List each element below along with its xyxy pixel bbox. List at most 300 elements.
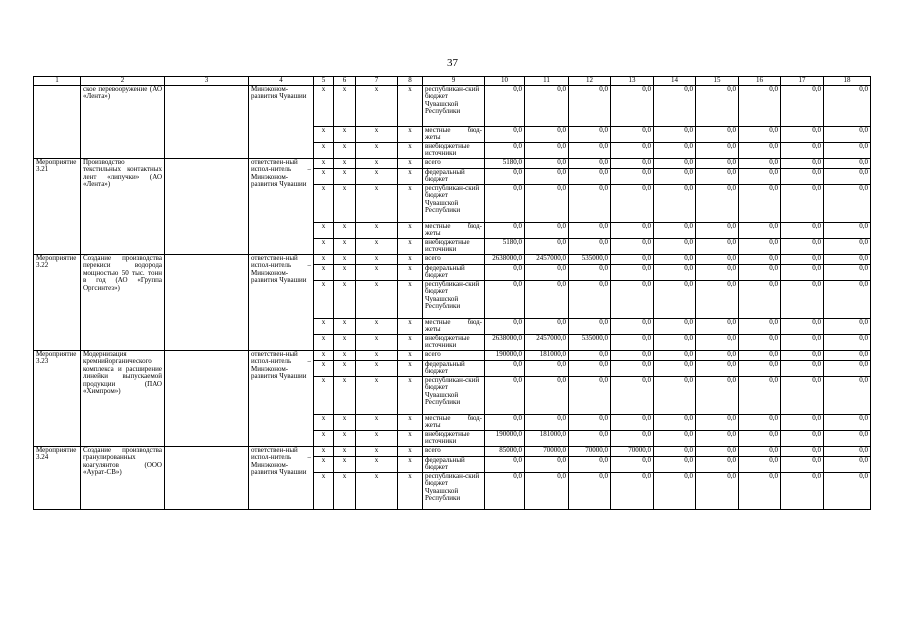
amount-cell: 0,0: [739, 360, 781, 376]
amount-cell: 0,0: [525, 318, 569, 334]
x-mark: х: [334, 280, 356, 318]
x-mark: х: [398, 376, 423, 414]
amount-cell: 0,0: [569, 222, 611, 238]
event-label: Мероприятие 3.21: [34, 158, 81, 254]
x-mark: х: [314, 158, 334, 168]
event-name: ское перевооружение (АО «Лента»): [81, 85, 165, 158]
amount-cell: 0,0: [696, 360, 739, 376]
amount-cell: 0,0: [611, 158, 654, 168]
responsible-executor: Минэконом-развития Чувашии: [249, 85, 314, 158]
amount-cell: 0,0: [654, 184, 696, 222]
header-cell: 7: [356, 77, 398, 86]
amount-cell: 0,0: [781, 254, 824, 264]
amount-cell: 0,0: [611, 360, 654, 376]
x-mark: х: [356, 184, 398, 222]
amount-cell: 0,0: [485, 184, 525, 222]
x-mark: х: [334, 158, 356, 168]
amount-cell: 0,0: [739, 168, 781, 184]
amount-cell: 2457000,0: [525, 334, 569, 350]
amount-cell: 0,0: [781, 168, 824, 184]
x-mark: х: [334, 456, 356, 472]
amount-cell: 0,0: [696, 85, 739, 126]
x-mark: х: [398, 318, 423, 334]
x-mark: х: [356, 446, 398, 456]
amount-cell: 0,0: [611, 280, 654, 318]
header-cell: 6: [334, 77, 356, 86]
amount-cell: 0,0: [739, 318, 781, 334]
funding-source: внебюджетные источники: [423, 238, 485, 254]
amount-cell: 2638000,0: [485, 334, 525, 350]
amount-cell: 0,0: [611, 376, 654, 414]
amount-cell: 0,0: [569, 168, 611, 184]
amount-cell: 0,0: [525, 264, 569, 280]
funding-source: местные бюд-жеты: [423, 222, 485, 238]
amount-cell: 0,0: [611, 142, 654, 158]
funding-source: федеральный бюджет: [423, 264, 485, 280]
amount-cell: 0,0: [654, 446, 696, 456]
header-cell: 14: [654, 77, 696, 86]
funding-source: внебюджетные источники: [423, 142, 485, 158]
x-mark: х: [356, 222, 398, 238]
event-name: Производство текстильных контактных лент «липучки» (АО «Лента»): [81, 158, 165, 254]
x-mark: х: [314, 280, 334, 318]
amount-cell: 190000,0: [485, 350, 525, 360]
amount-cell: 0,0: [611, 350, 654, 360]
amount-cell: 0,0: [824, 126, 871, 142]
empty-cell: [165, 158, 249, 254]
amount-cell: 0,0: [824, 158, 871, 168]
amount-cell: 0,0: [739, 264, 781, 280]
header-cell: 2: [81, 77, 165, 86]
amount-cell: 70000,0: [611, 446, 654, 456]
amount-cell: 0,0: [696, 414, 739, 430]
amount-cell: 0,0: [569, 350, 611, 360]
amount-cell: 0,0: [611, 238, 654, 254]
amount-cell: 0,0: [654, 430, 696, 446]
amount-cell: 0,0: [696, 264, 739, 280]
x-mark: х: [334, 334, 356, 350]
x-mark: х: [314, 430, 334, 446]
empty-cell: [165, 446, 249, 509]
x-mark: х: [398, 446, 423, 456]
amount-cell: 5180,0: [485, 158, 525, 168]
amount-cell: 2457000,0: [525, 254, 569, 264]
x-mark: х: [398, 456, 423, 472]
amount-cell: 0,0: [739, 222, 781, 238]
amount-cell: 0,0: [654, 142, 696, 158]
amount-cell: 0,0: [824, 360, 871, 376]
amount-cell: 0,0: [654, 280, 696, 318]
x-mark: х: [356, 360, 398, 376]
x-mark: х: [334, 254, 356, 264]
amount-cell: 0,0: [696, 446, 739, 456]
x-mark: х: [398, 222, 423, 238]
funding-source: республикан-ский бюджет Чувашской Республики: [423, 376, 485, 414]
x-mark: х: [398, 414, 423, 430]
amount-cell: 0,0: [781, 85, 824, 126]
x-mark: х: [356, 238, 398, 254]
amount-cell: 0,0: [569, 472, 611, 509]
responsible-executor: ответствен-ный испол-нитель – Минэконом-развития Чувашии: [249, 254, 314, 350]
amount-cell: 0,0: [824, 184, 871, 222]
amount-cell: 0,0: [696, 350, 739, 360]
x-mark: х: [398, 280, 423, 318]
x-mark: х: [314, 318, 334, 334]
x-mark: х: [356, 318, 398, 334]
amount-cell: 0,0: [525, 238, 569, 254]
amount-cell: 0,0: [781, 430, 824, 446]
x-mark: х: [356, 376, 398, 414]
responsible-executor: ответствен-ный испол-нитель – Минэконом-развития Чувашии: [249, 446, 314, 509]
amount-cell: 0,0: [525, 85, 569, 126]
amount-cell: 0,0: [569, 184, 611, 222]
amount-cell: 0,0: [485, 472, 525, 509]
amount-cell: 0,0: [485, 456, 525, 472]
x-mark: х: [314, 184, 334, 222]
amount-cell: 0,0: [611, 414, 654, 430]
x-mark: х: [314, 238, 334, 254]
amount-cell: 0,0: [654, 85, 696, 126]
header-cell: 8: [398, 77, 423, 86]
amount-cell: 0,0: [824, 456, 871, 472]
amount-cell: 0,0: [781, 126, 824, 142]
amount-cell: 0,0: [654, 350, 696, 360]
amount-cell: 0,0: [654, 264, 696, 280]
amount-cell: 0,0: [739, 414, 781, 430]
amount-cell: 5180,0: [485, 238, 525, 254]
x-mark: х: [398, 430, 423, 446]
amount-cell: 85000,0: [485, 446, 525, 456]
responsible-executor: ответствен-ный испол-нитель – Минэконом-развития Чувашии: [249, 350, 314, 446]
amount-cell: 0,0: [781, 376, 824, 414]
amount-cell: 0,0: [654, 254, 696, 264]
amount-cell: 0,0: [485, 280, 525, 318]
event-name: Создание производства гранулированных коагулянтов (ООО «Аурат-СВ»): [81, 446, 165, 509]
amount-cell: 0,0: [569, 264, 611, 280]
amount-cell: 0,0: [654, 126, 696, 142]
amount-cell: 0,0: [824, 334, 871, 350]
amount-cell: 0,0: [654, 472, 696, 509]
x-mark: х: [398, 350, 423, 360]
amount-cell: 0,0: [739, 376, 781, 414]
amount-cell: 0,0: [611, 254, 654, 264]
amount-cell: 0,0: [654, 168, 696, 184]
amount-cell: 0,0: [654, 158, 696, 168]
amount-cell: 0,0: [654, 222, 696, 238]
amount-cell: 0,0: [739, 446, 781, 456]
header-cell: 4: [249, 77, 314, 86]
x-mark: х: [356, 126, 398, 142]
amount-cell: 0,0: [781, 456, 824, 472]
x-mark: х: [334, 142, 356, 158]
x-mark: х: [398, 334, 423, 350]
funding-source: федеральный бюджет: [423, 456, 485, 472]
header-cell: 11: [525, 77, 569, 86]
x-mark: х: [314, 414, 334, 430]
amount-cell: 0,0: [739, 142, 781, 158]
amount-cell: 0,0: [611, 184, 654, 222]
amount-cell: 0,0: [696, 456, 739, 472]
funding-source: всего: [423, 254, 485, 264]
header-cell: 16: [739, 77, 781, 86]
amount-cell: 0,0: [739, 472, 781, 509]
x-mark: х: [314, 85, 334, 126]
x-mark: х: [334, 430, 356, 446]
amount-cell: 0,0: [824, 414, 871, 430]
amount-cell: 0,0: [525, 360, 569, 376]
amount-cell: 0,0: [611, 126, 654, 142]
funding-source: местные бюд-жеты: [423, 126, 485, 142]
x-mark: х: [356, 264, 398, 280]
amount-cell: 0,0: [696, 334, 739, 350]
amount-cell: 0,0: [696, 280, 739, 318]
x-mark: х: [334, 85, 356, 126]
amount-cell: 0,0: [525, 456, 569, 472]
amount-cell: 0,0: [525, 414, 569, 430]
header-row: [34, 77, 871, 86]
amount-cell: 0,0: [525, 376, 569, 414]
amount-cell: 0,0: [781, 264, 824, 280]
amount-cell: 0,0: [525, 126, 569, 142]
amount-cell: 0,0: [781, 414, 824, 430]
amount-cell: 0,0: [696, 238, 739, 254]
table-row: [34, 254, 871, 264]
amount-cell: 0,0: [781, 446, 824, 456]
header-cell: 13: [611, 77, 654, 86]
amount-cell: 0,0: [824, 446, 871, 456]
table-body: [34, 85, 871, 509]
amount-cell: 0,0: [781, 318, 824, 334]
x-mark: х: [334, 318, 356, 334]
funding-source: всего: [423, 446, 485, 456]
amount-cell: 0,0: [696, 430, 739, 446]
page-number: 37: [447, 57, 458, 69]
x-mark: х: [314, 472, 334, 509]
amount-cell: 0,0: [654, 238, 696, 254]
header-cell: 18: [824, 77, 871, 86]
amount-cell: 0,0: [824, 376, 871, 414]
amount-cell: 0,0: [654, 318, 696, 334]
x-mark: х: [356, 472, 398, 509]
amount-cell: 0,0: [485, 222, 525, 238]
funding-source: республикан-ский бюджет Чувашской Республики: [423, 184, 485, 222]
x-mark: х: [356, 456, 398, 472]
amount-cell: 535000,0: [569, 334, 611, 350]
x-mark: х: [334, 446, 356, 456]
amount-cell: 0,0: [781, 184, 824, 222]
amount-cell: 0,0: [739, 254, 781, 264]
amount-cell: 0,0: [739, 85, 781, 126]
amount-cell: 0,0: [781, 360, 824, 376]
amount-cell: 181000,0: [525, 350, 569, 360]
amount-cell: 0,0: [611, 264, 654, 280]
budget-table: [33, 76, 871, 510]
funding-source: всего: [423, 158, 485, 168]
x-mark: х: [334, 472, 356, 509]
amount-cell: 0,0: [824, 238, 871, 254]
amount-cell: 0,0: [824, 350, 871, 360]
amount-cell: 0,0: [824, 264, 871, 280]
x-mark: х: [314, 264, 334, 280]
x-mark: х: [398, 142, 423, 158]
x-mark: х: [398, 472, 423, 509]
amount-cell: 0,0: [781, 334, 824, 350]
amount-cell: 0,0: [654, 376, 696, 414]
amount-cell: 0,0: [824, 85, 871, 126]
amount-cell: 0,0: [696, 184, 739, 222]
x-mark: х: [398, 158, 423, 168]
header-cell: 3: [165, 77, 249, 86]
x-mark: х: [314, 222, 334, 238]
x-mark: х: [334, 376, 356, 414]
x-mark: х: [334, 184, 356, 222]
x-mark: х: [398, 360, 423, 376]
amount-cell: 0,0: [611, 472, 654, 509]
amount-cell: 0,0: [654, 414, 696, 430]
event-name: Создание производства перекиси водорода мощностью 50 тыс. тонн в год (АО «Группа Оргсинтез»): [81, 254, 165, 350]
table-row: [34, 158, 871, 168]
table-header: [34, 77, 871, 86]
x-mark: х: [334, 414, 356, 430]
x-mark: х: [334, 360, 356, 376]
header-cell: 1: [34, 77, 81, 86]
amount-cell: 0,0: [696, 158, 739, 168]
amount-cell: 0,0: [525, 472, 569, 509]
funding-source: местные бюд-жеты: [423, 414, 485, 430]
amount-cell: 0,0: [739, 184, 781, 222]
amount-cell: 0,0: [569, 280, 611, 318]
amount-cell: 0,0: [569, 456, 611, 472]
table-row: [34, 446, 871, 456]
x-mark: х: [314, 376, 334, 414]
amount-cell: 0,0: [485, 142, 525, 158]
amount-cell: 0,0: [569, 360, 611, 376]
amount-cell: 0,0: [824, 280, 871, 318]
table-row: [34, 85, 871, 126]
amount-cell: 190000,0: [485, 430, 525, 446]
amount-cell: 0,0: [525, 184, 569, 222]
x-mark: х: [356, 280, 398, 318]
amount-cell: 2638000,0: [485, 254, 525, 264]
event-label: Мероприятие 3.22: [34, 254, 81, 350]
header-cell: 17: [781, 77, 824, 86]
amount-cell: 0,0: [781, 280, 824, 318]
amount-cell: 0,0: [485, 264, 525, 280]
amount-cell: 0,0: [485, 414, 525, 430]
amount-cell: 0,0: [654, 334, 696, 350]
amount-cell: 0,0: [525, 142, 569, 158]
amount-cell: 0,0: [781, 158, 824, 168]
x-mark: х: [398, 126, 423, 142]
amount-cell: 0,0: [611, 430, 654, 446]
amount-cell: 0,0: [569, 158, 611, 168]
amount-cell: 0,0: [824, 168, 871, 184]
amount-cell: 0,0: [485, 360, 525, 376]
amount-cell: 0,0: [485, 318, 525, 334]
funding-source: всего: [423, 350, 485, 360]
x-mark: х: [356, 168, 398, 184]
funding-source: республикан-ский бюджет Чувашской Республики: [423, 280, 485, 318]
funding-source: внебюджетные источники: [423, 430, 485, 446]
funding-source: местные бюд-жеты: [423, 318, 485, 334]
x-mark: х: [334, 168, 356, 184]
event-label: Мероприятие 3.23: [34, 350, 81, 446]
amount-cell: 70000,0: [525, 446, 569, 456]
event-label: Мероприятие 3.24: [34, 446, 81, 509]
amount-cell: 0,0: [569, 376, 611, 414]
x-mark: х: [314, 360, 334, 376]
table-row: [34, 350, 871, 360]
amount-cell: 0,0: [739, 334, 781, 350]
x-mark: х: [334, 238, 356, 254]
x-mark: х: [314, 446, 334, 456]
funding-source: внебюджетные источники: [423, 334, 485, 350]
amount-cell: 0,0: [654, 360, 696, 376]
amount-cell: 0,0: [696, 222, 739, 238]
x-mark: х: [334, 126, 356, 142]
amount-cell: 0,0: [611, 318, 654, 334]
amount-cell: 0,0: [739, 158, 781, 168]
amount-cell: 0,0: [824, 472, 871, 509]
amount-cell: 0,0: [824, 254, 871, 264]
funding-source: федеральный бюджет: [423, 168, 485, 184]
x-mark: х: [314, 142, 334, 158]
header-cell: 9: [423, 77, 485, 86]
amount-cell: 0,0: [525, 222, 569, 238]
responsible-executor: ответствен-ный испол-нитель – Минэконом-развития Чувашии: [249, 158, 314, 254]
x-mark: х: [356, 334, 398, 350]
amount-cell: 0,0: [611, 222, 654, 238]
x-mark: х: [398, 254, 423, 264]
amount-cell: 0,0: [824, 222, 871, 238]
amount-cell: 0,0: [739, 456, 781, 472]
amount-cell: 535000,0: [569, 254, 611, 264]
header-cell: 5: [314, 77, 334, 86]
amount-cell: 70000,0: [569, 446, 611, 456]
amount-cell: 0,0: [569, 126, 611, 142]
amount-cell: 0,0: [485, 168, 525, 184]
x-mark: х: [334, 350, 356, 360]
funding-source: республикан-ский бюджет Чувашской Республики: [423, 85, 485, 126]
amount-cell: 0,0: [696, 472, 739, 509]
empty-cell: [165, 350, 249, 446]
x-mark: х: [356, 414, 398, 430]
x-mark: х: [398, 168, 423, 184]
event-name: Модернизация кремнийорганического комплекса и расширение линейки выпускаемой продукции (ПАО «Химпром»): [81, 350, 165, 446]
amount-cell: 0,0: [739, 350, 781, 360]
amount-cell: 0,0: [781, 350, 824, 360]
amount-cell: 0,0: [569, 318, 611, 334]
event-label: [34, 85, 81, 158]
x-mark: х: [314, 168, 334, 184]
amount-cell: 0,0: [696, 318, 739, 334]
amount-cell: 0,0: [485, 376, 525, 414]
x-mark: х: [356, 142, 398, 158]
amount-cell: 0,0: [485, 126, 525, 142]
amount-cell: 0,0: [696, 142, 739, 158]
amount-cell: 0,0: [739, 238, 781, 254]
x-mark: х: [314, 334, 334, 350]
x-mark: х: [314, 456, 334, 472]
header-cell: 15: [696, 77, 739, 86]
amount-cell: 0,0: [824, 142, 871, 158]
amount-cell: 0,0: [569, 142, 611, 158]
empty-cell: [165, 85, 249, 158]
x-mark: х: [398, 184, 423, 222]
x-mark: х: [356, 158, 398, 168]
x-mark: х: [356, 85, 398, 126]
amount-cell: 0,0: [781, 142, 824, 158]
